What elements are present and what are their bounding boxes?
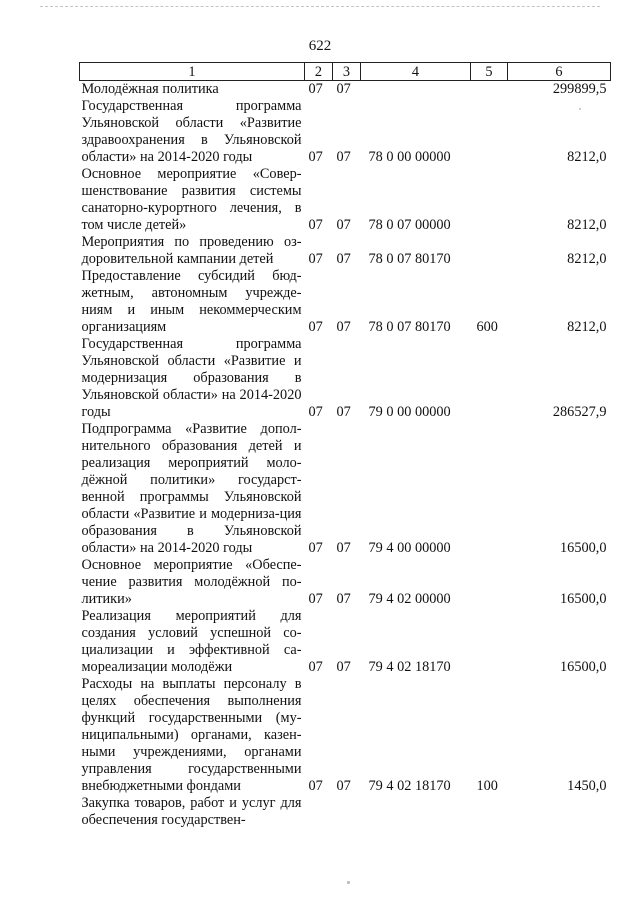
scan-speck [347,881,350,884]
row-razdel: 07 [308,319,323,335]
header-col-csr: 4 [361,63,471,81]
table-row [80,98,611,166]
row-vr [471,608,508,676]
row-podrazdel: 07 [336,778,351,794]
table-row [80,676,611,795]
row-razdel: 07 [308,81,323,97]
table-row [80,234,611,268]
row-csr: 78 0 00 00000 [368,149,451,165]
row-amount [508,795,611,829]
row-vr [471,98,508,166]
row-podrazdel [333,795,361,829]
row-amount: 8212,0 [567,217,607,233]
row-razdel: 07 [308,149,323,165]
row-vr [471,557,508,608]
row-amount: 1450,0 [567,778,607,794]
row-podrazdel: 07 [336,217,351,233]
header-col-podrazdel: 3 [333,63,361,81]
row-name: Основное мероприятие «Обеспе-чение развития молодёжной по-литики» [81,557,302,607]
row-csr: 78 0 07 00000 [368,217,451,233]
row-csr [361,81,471,99]
row-podrazdel: 07 [336,251,351,267]
row-csr: 78 0 07 80170 [368,319,451,335]
row-podrazdel: 07 [336,659,351,675]
row-razdel: 07 [308,404,323,420]
row-razdel [305,795,333,829]
row-razdel: 07 [308,540,323,556]
budget-table [79,62,611,829]
table-row [80,795,611,829]
row-podrazdel: 07 [336,540,351,556]
row-name: Государственная программа Ульяновской области «Развитие и модернизация образования в Ульяновской области» на 2014-2020 годы [81,336,302,420]
row-amount: 299899,5 [552,81,607,97]
row-podrazdel: 07 [336,319,351,335]
scan-speck [579,108,581,110]
row-vr [471,166,508,234]
row-name: Предоставление субсидий бюд-жетным, автономным учрежде-ниям и иным некоммерческим организациям [81,268,302,335]
row-razdel: 07 [308,217,323,233]
row-razdel: 07 [308,778,323,794]
header-row [80,63,611,81]
row-vr: 100 [476,778,498,794]
row-amount: 286527,9 [552,404,607,420]
row-vr [471,795,508,829]
row-csr: 79 4 00 00000 [368,540,451,556]
row-csr: 79 4 02 18170 [368,659,451,675]
table-row [80,608,611,676]
row-amount: 16500,0 [560,540,607,556]
row-csr: 79 4 02 18170 [368,778,451,794]
row-razdel: 07 [308,251,323,267]
row-razdel: 07 [308,591,323,607]
table-row [80,336,611,421]
row-podrazdel: 07 [336,404,351,420]
row-razdel: 07 [308,659,323,675]
table-header [80,63,611,81]
row-vr [471,421,508,557]
page-number: 622 [308,38,332,54]
row-vr [471,81,508,99]
row-name: Закупка товаров, работ и услуг для обеспечения государствен- [81,795,302,828]
row-name: Расходы на выплаты персоналу в целях обеспечения выполнения функций государственными (му-ниципальными) органами, казен-ными учреждениями, органами управления государственными внебюджетными фондами [81,676,302,794]
row-amount: 16500,0 [560,659,607,675]
row-amount: 8212,0 [567,319,607,335]
table-body [80,81,611,830]
row-podrazdel: 07 [336,149,351,165]
table-row [80,557,611,608]
row-csr: 79 4 02 00000 [368,591,451,607]
row-vr [471,234,508,268]
top-scan-marks [40,6,600,9]
row-podrazdel: 07 [336,591,351,607]
row-name: Молодёжная политика [81,81,219,97]
table-row [80,166,611,234]
row-amount: 16500,0 [560,591,607,607]
header-col-amount: 6 [508,63,611,81]
header-col-vr: 5 [471,63,508,81]
row-vr [471,336,508,421]
row-name: Основное мероприятие «Совер-шенствование развития системы санаторно-курортного лечения, в том числе детей» [81,166,302,233]
row-amount: 8212,0 [567,251,607,267]
table-row [80,421,611,557]
row-name: Реализация мероприятий для создания условий успешной со-циализации и эффективной са-мореализации молодёжи [81,608,302,675]
row-podrazdel: 07 [336,81,351,97]
row-name: Мероприятия по проведению оз-доровительной кампании детей [81,234,302,267]
row-csr: 78 0 07 80170 [368,251,451,267]
row-vr: 600 [476,319,498,335]
row-amount: 8212,0 [567,149,607,165]
row-name: Подпрограмма «Развитие допол-нительного образования детей и реализация мероприятий моло-дёжной политики» государст-венной программы Ульяновской области «Развитие и модерниза-ция образования в Ульяновской области» на 2014-2020 годы [81,421,302,556]
row-name: Государственная программа Ульяновской области «Развитие здравоохранения в Ульяновской области» на 2014-2020 годы [81,98,302,165]
row-csr [361,795,471,829]
header-col-razdel: 2 [305,63,333,81]
row-csr: 79 0 00 00000 [368,404,451,420]
table-row [80,81,611,99]
header-col-name: 1 [80,63,305,81]
table-row [80,268,611,336]
